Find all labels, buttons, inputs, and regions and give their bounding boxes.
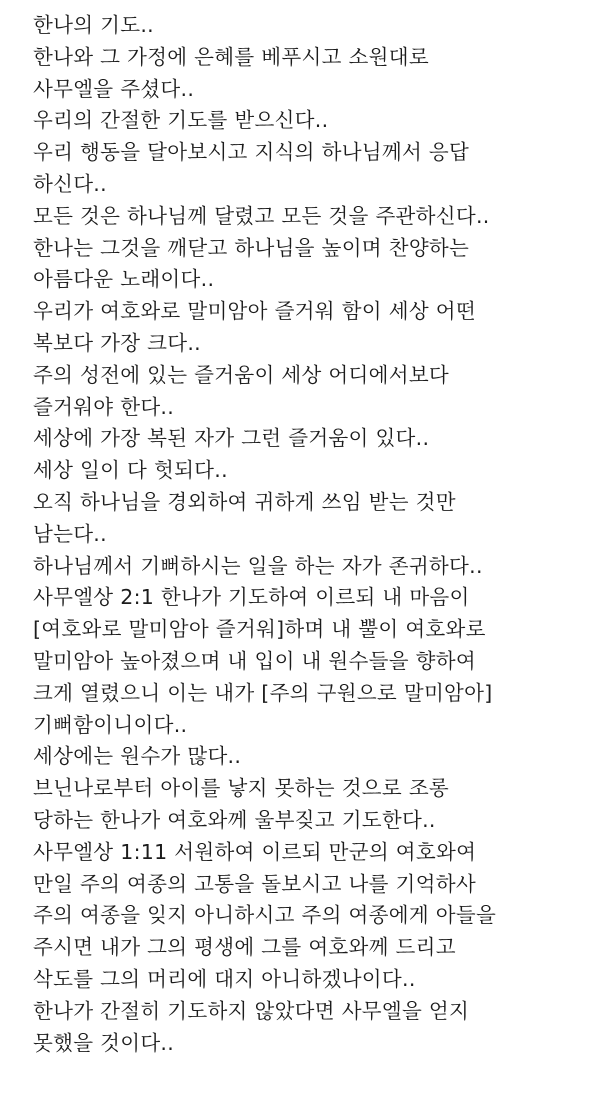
text-line: 당하는 한나가 여호와께 울부짖고 기도한다.. — [33, 807, 436, 832]
text-line: 오직 하나님을 경외하여 귀하게 쓰임 받는 것만 — [33, 489, 456, 514]
text-line: 주의 성전에 있는 즐거움이 세상 어디에서보다 — [33, 362, 450, 387]
text-line: 한나가 간절히 기도하지 않았다면 사무엘을 얻지 — [33, 998, 470, 1023]
text-line: 하신다.. — [33, 171, 107, 196]
text-line: 사무엘상 1:11 서원하여 이르되 만군의 여호와여 — [33, 839, 477, 864]
text-line: 남는다.. — [33, 521, 107, 546]
text-line: 우리 행동을 달아보시고 지식의 하나님께서 응답 — [33, 140, 470, 165]
text-line: 세상에는 원수가 많다.. — [33, 744, 242, 769]
text-line: 말미암아 높아졌으며 내 입이 내 원수들을 향하여 — [33, 648, 476, 673]
text-line: 한나는 그것을 깨닫고 하나님을 높이며 찬양하는 — [33, 235, 470, 260]
text-line: 아름다운 노래이다.. — [33, 267, 215, 292]
text-line: 하나님께서 기뻐하시는 일을 하는 자가 존귀하다.. — [33, 553, 483, 578]
text-line: 주시면 내가 그의 평생에 그를 여호와께 드리고 — [33, 935, 456, 960]
text-line: 세상 일이 다 헛되다.. — [33, 458, 228, 483]
document-body — [33, 10, 592, 1059]
text-line: 브닌나로부터 아이를 낳지 못하는 것으로 조롱 — [33, 776, 450, 801]
text-line: 만일 주의 여종의 고통을 돌보시고 나를 기억하사 — [33, 871, 476, 896]
text-line: 즐거워야 한다.. — [33, 394, 175, 419]
text-line: 크게 열렸으니 이는 내가 [주의 구원으로 말미암아] — [33, 680, 493, 705]
text-line: 모든 것은 하나님께 달렸고 모든 것을 주관하신다.. — [33, 203, 490, 228]
text-line: 복보다 가장 크다.. — [33, 330, 201, 355]
text-line: [여호와로 말미암아 즐거워]하며 내 뿔이 여호와로 — [33, 617, 486, 642]
text-line: 우리의 간절한 기도를 받으신다.. — [33, 108, 329, 133]
text-line: 기뻐함이니이다.. — [33, 712, 188, 737]
text-line: 한나의 기도.. — [33, 13, 154, 37]
text-line: 우리가 여호와로 말미암아 즐거워 함이 세상 어떤 — [33, 299, 476, 324]
text-line: 사무엘상 2:1 한나가 기도하여 이르되 내 마음이 — [33, 585, 470, 610]
text-line: 세상에 가장 복된 자가 그런 즐거움이 있다.. — [33, 426, 430, 451]
text-line: 주의 여종을 잊지 아니하시고 주의 여종에게 아들을 — [33, 903, 497, 928]
text-line: 못했을 것이다.. — [33, 1030, 175, 1055]
text-line: 사무엘을 주셨다.. — [33, 76, 195, 101]
text-line: 삭도를 그의 머리에 대지 아니하겠나이다.. — [33, 966, 416, 991]
text-line: 한나와 그 가정에 은혜를 베푸시고 소원대로 — [33, 44, 429, 69]
